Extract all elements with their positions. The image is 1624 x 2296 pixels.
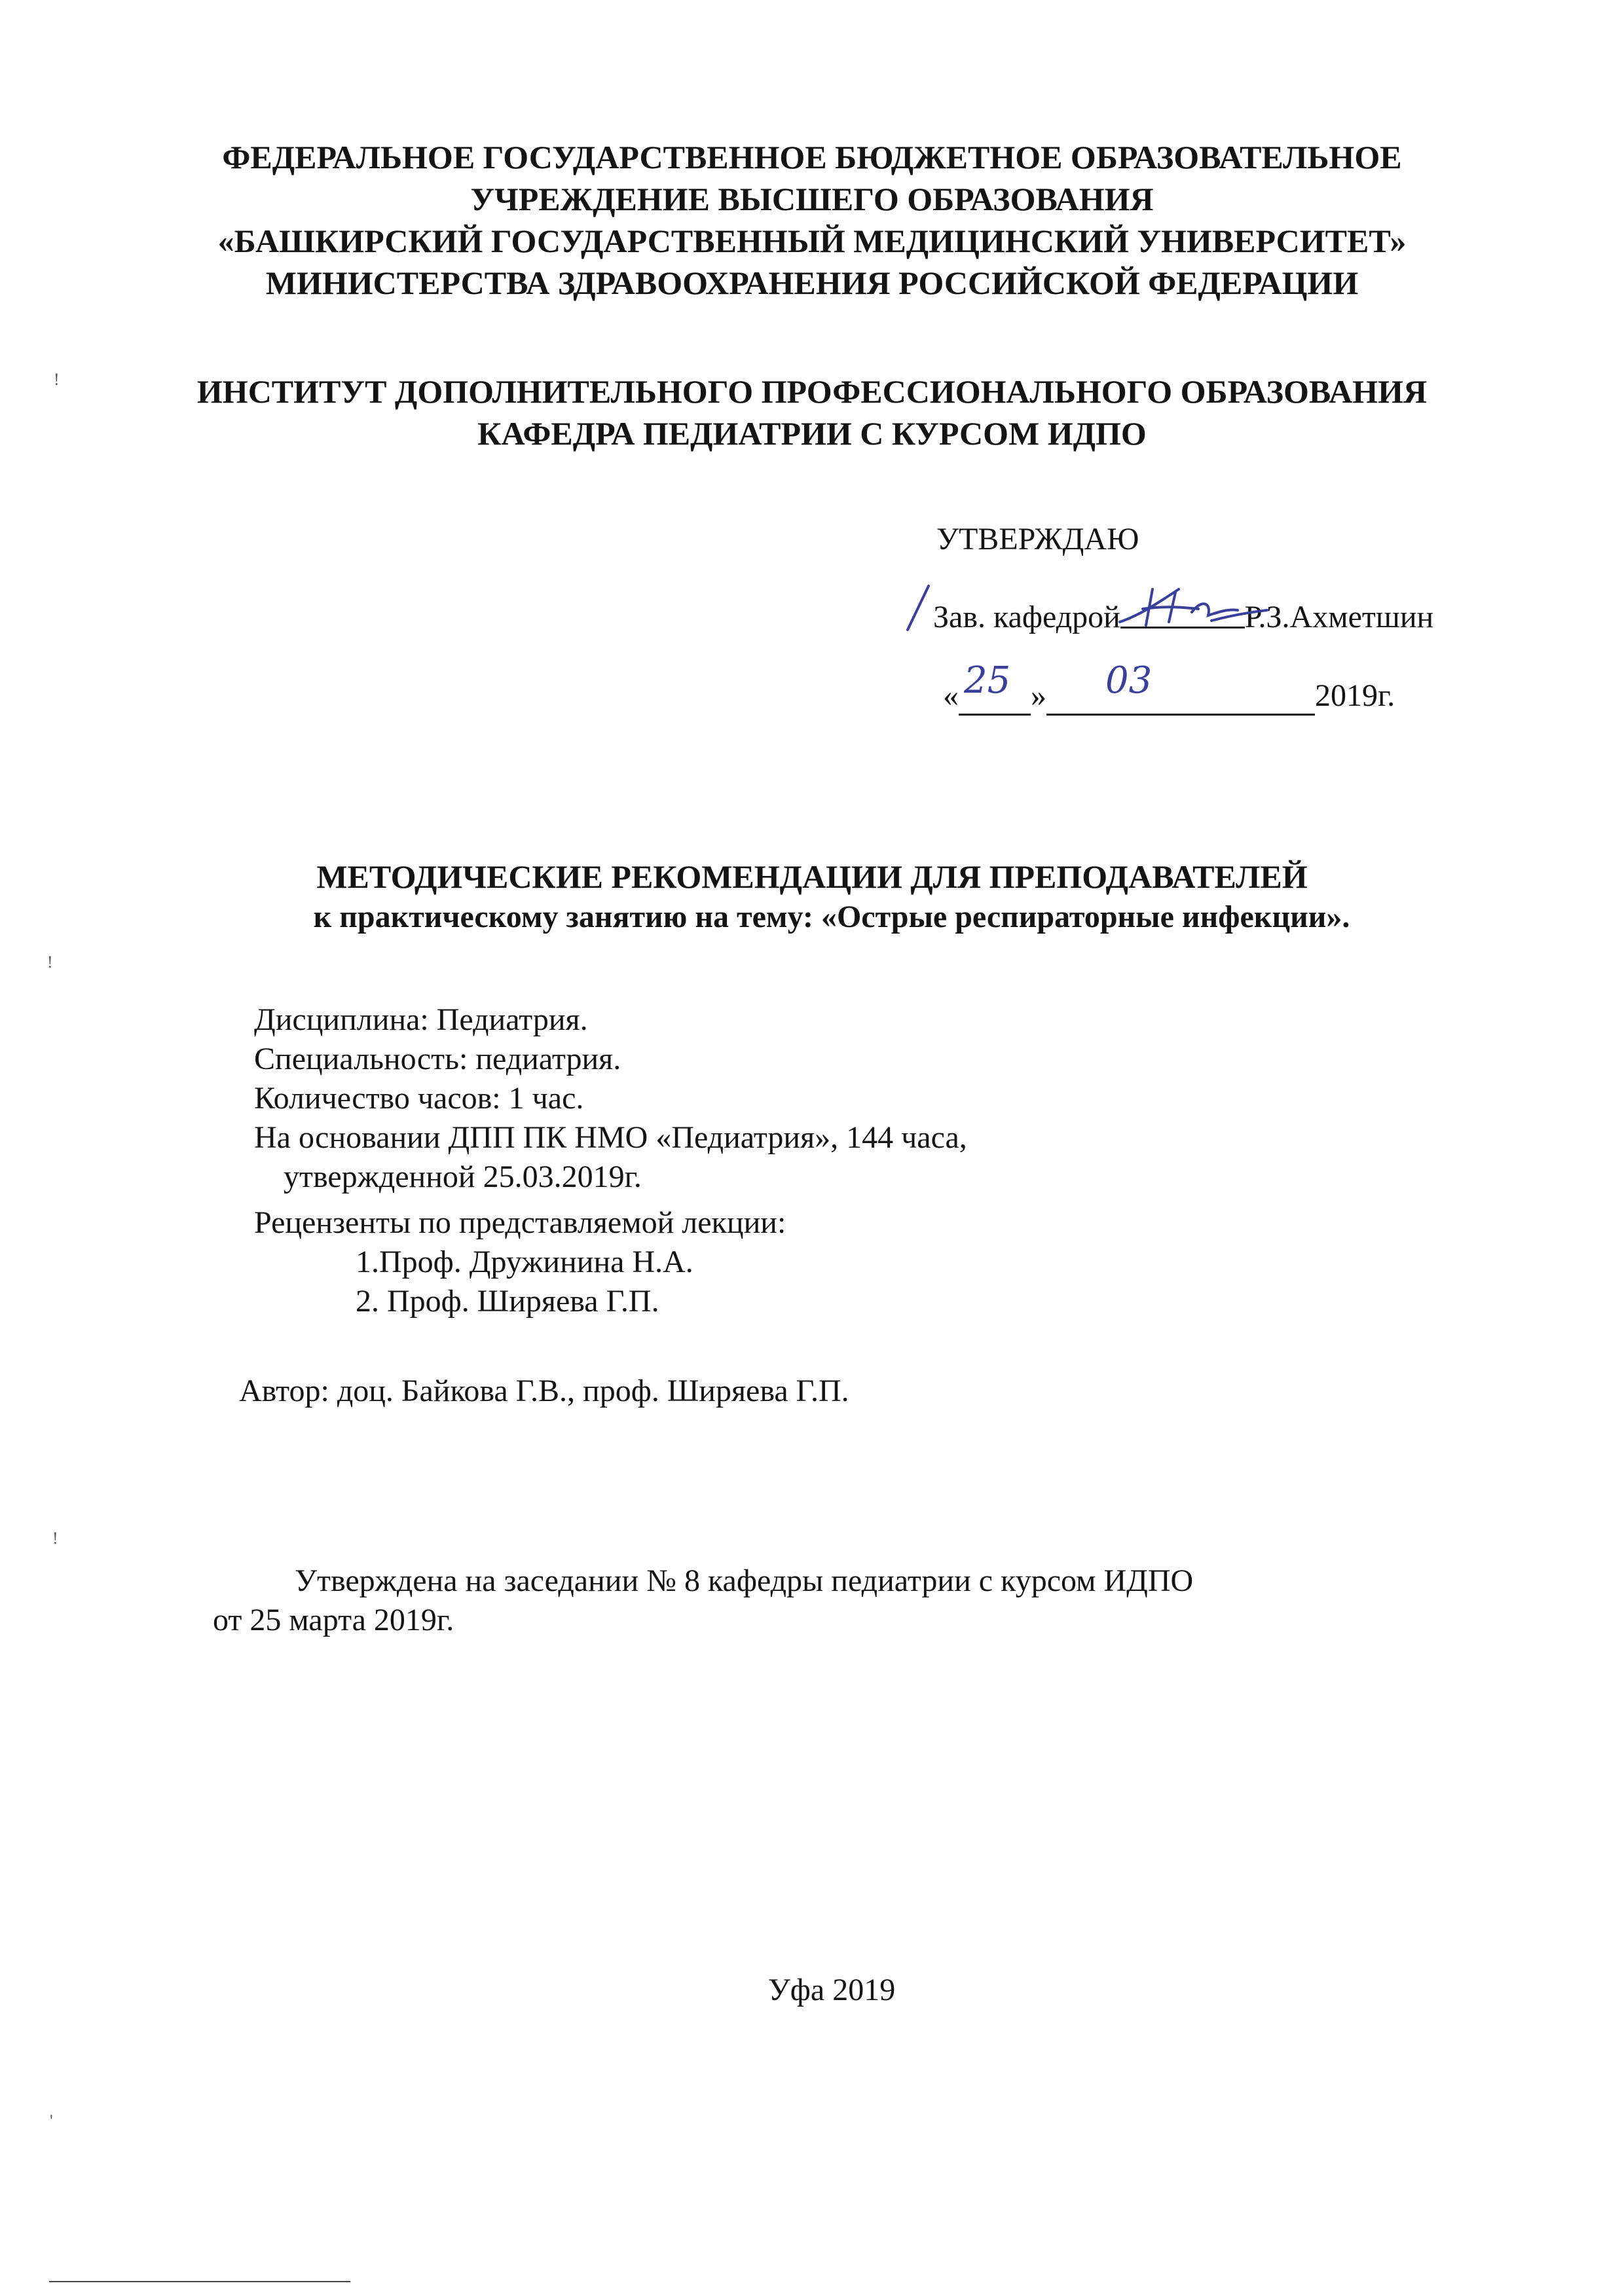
- reviewer-item: 2. Проф. Ширяева Г.П.: [356, 1284, 659, 1319]
- scan-mark: ': [50, 2111, 53, 2130]
- reviewer-item: 1.Проф. Дружинина Н.А.: [356, 1245, 693, 1279]
- institute-name: ИНСТИТУТ ДОПОЛНИТЕЛЬНОГО ПРОФЕССИОНАЛЬНОГО ОБРАЗОВАНИЯ: [196, 373, 1428, 410]
- signature-scribble: [1113, 576, 1270, 635]
- date-open-quote: «: [943, 678, 959, 713]
- program-basis: На основании ДПП ПК НМО «Педиатрия», 144 часа,: [254, 1120, 967, 1155]
- reviewers-heading: Рецензенты по представляемой лекции:: [254, 1205, 786, 1240]
- meeting-approval-line-1: Утверждена на заседании № 8 кафедры педиатрии с курсом ИДПО: [295, 1563, 1194, 1598]
- document-title: [0, 856, 1624, 938]
- approval-heading: УТВЕРЖДАЮ: [936, 522, 1139, 556]
- discipline: Дисциплина: Педиатрия.: [254, 1002, 588, 1037]
- header-line-3: «БАШКИРСКИЙ ГОСУДАРСТВЕННЫЙ МЕДИЦИНСКИЙ УНИВЕРСИТЕТ»: [217, 223, 1407, 259]
- institute-header: [0, 371, 1624, 454]
- scan-mark: !: [52, 1529, 58, 1548]
- scan-mark: !: [47, 953, 53, 972]
- approval-tick-mark: [902, 583, 935, 635]
- date-month-field: [1046, 659, 1315, 716]
- reviewers-block: [254, 1203, 786, 1321]
- hours: Количество часов: 1 час.: [254, 1081, 584, 1116]
- title-main: МЕТОДИЧЕСКИЕ РЕКОМЕНДАЦИИ ДЛЯ ПРЕПОДАВАТЕЛЕЙ: [316, 858, 1308, 895]
- author: Автор: доц. Байкова Г.В., проф. Ширяева Г.П.: [239, 1374, 849, 1408]
- date-month-handwritten: 03: [1105, 659, 1153, 702]
- head-of-department-name: Р.З.Ахметшин: [1244, 600, 1434, 634]
- date-close-quote: »: [1031, 678, 1046, 713]
- meeting-approval-line-2: от 25 марта 2019г.: [213, 1603, 454, 1637]
- header-line-4: МИНИСТЕРСТВА ЗДРАВООХРАНЕНИЯ РОССИЙСКОЙ ФЕДЕРАЦИИ: [265, 264, 1359, 301]
- meeting-approval: [213, 1561, 1193, 1640]
- scan-mark: !: [54, 370, 60, 389]
- title-sub: к практическому занятию на тему: «Острые респираторные инфекции».: [313, 900, 1350, 934]
- date-year: 2019г.: [1315, 678, 1395, 713]
- department-name: КАФЕДРА ПЕДИАТРИИ С КУРСОМ ИДПО: [477, 415, 1147, 452]
- approval-date-line: [943, 659, 1395, 716]
- details-block: [254, 1000, 967, 1197]
- city-year: Уфа 2019: [767, 1973, 896, 2007]
- date-day-field: [959, 659, 1031, 716]
- university-header: [0, 136, 1624, 304]
- date-day-handwritten: 25: [964, 659, 1011, 702]
- program-approval-date: утвержденной 25.03.2019г.: [284, 1159, 642, 1194]
- header-line-2: УЧРЕЖДЕНИЕ ВЫСШЕГО ОБРАЗОВАНИЯ: [470, 181, 1154, 217]
- header-line-1: ФЕДЕРАЛЬНОЕ ГОСУДАРСТВЕННОЕ БЮДЖЕТНОЕ ОБРАЗОВАТЕЛЬНОЕ: [222, 139, 1402, 175]
- head-of-department-label: Зав. кафедрой: [933, 600, 1120, 634]
- scan-bottom-line: [49, 2281, 350, 2282]
- specialty: Специальность: педиатрия.: [254, 1042, 621, 1076]
